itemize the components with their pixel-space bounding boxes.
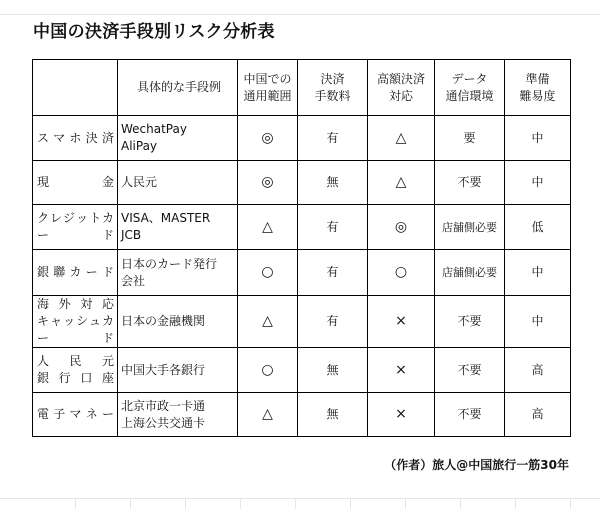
table-row (33, 250, 571, 296)
background-tick (570, 498, 571, 509)
row-payment-type: クレジットカード (33, 205, 118, 250)
header-method: 具体的な手段例 (118, 60, 238, 116)
row-scope: △ (238, 205, 298, 250)
row-method-example: 北京市政一卡通 上海公共交通卡 (118, 393, 238, 437)
background-tick (460, 498, 461, 509)
row-fee: 無 (298, 348, 368, 393)
row-scope: ○ (238, 348, 298, 393)
row-method-example: WechatPay AliPay (118, 116, 238, 161)
header-high-value: 高額決済 対応 (368, 60, 435, 116)
row-data-requirement: 不要 (435, 161, 505, 205)
row-method-example: 日本の金融機関 (118, 296, 238, 348)
row-fee: 無 (298, 393, 368, 437)
row-payment-type: スマホ決済 (33, 116, 118, 161)
row-data-requirement: 店舗側必要 (435, 250, 505, 296)
background-tick (295, 498, 296, 509)
table-header-row (33, 60, 571, 116)
background-line-top (0, 14, 600, 15)
row-scope: ○ (238, 250, 298, 296)
header-fee: 決済 手数料 (298, 60, 368, 116)
row-difficulty: 高 (505, 393, 571, 437)
row-difficulty: 中 (505, 296, 571, 348)
header-data: データ 通信環境 (435, 60, 505, 116)
row-scope: ◎ (238, 161, 298, 205)
table-row (33, 161, 571, 205)
background-tick (350, 498, 351, 509)
table-row (33, 393, 571, 437)
row-method-example: 日本のカード発行 会社 (118, 250, 238, 296)
background-tick (130, 498, 131, 509)
row-difficulty: 中 (505, 161, 571, 205)
row-high-value: △ (368, 161, 435, 205)
row-fee: 有 (298, 116, 368, 161)
row-high-value: △ (368, 116, 435, 161)
table-row (33, 116, 571, 161)
row-difficulty: 低 (505, 205, 571, 250)
row-payment-type: 現 金 (33, 161, 118, 205)
row-data-requirement: 不要 (435, 348, 505, 393)
row-scope: ◎ (238, 116, 298, 161)
row-high-value: × (368, 296, 435, 348)
risk-analysis-table (32, 59, 571, 437)
row-high-value: × (368, 348, 435, 393)
row-fee: 有 (298, 296, 368, 348)
background-tick (185, 498, 186, 509)
author-credit: （作者）旅人@中国旅行一筋30年 (384, 458, 569, 472)
background-tick (240, 498, 241, 509)
row-high-value: × (368, 393, 435, 437)
table-row (33, 348, 571, 393)
row-payment-type: 人民元 銀行口座 (33, 348, 118, 393)
background-tick (405, 498, 406, 509)
row-fee: 有 (298, 205, 368, 250)
header-difficulty: 準備 難易度 (505, 60, 571, 116)
row-payment-type: 電子マネー (33, 393, 118, 437)
row-scope: △ (238, 393, 298, 437)
row-difficulty: 中 (505, 116, 571, 161)
table-row (33, 296, 571, 348)
row-fee: 有 (298, 250, 368, 296)
row-high-value: ○ (368, 250, 435, 296)
background-line-bottom (0, 498, 600, 499)
row-data-requirement: 不要 (435, 393, 505, 437)
table-row (33, 205, 571, 250)
row-payment-type: 海外対応 キャッシュカード (33, 296, 118, 348)
row-payment-type: 銀聯カード (33, 250, 118, 296)
row-method-example: VISA、MASTER JCB (118, 205, 238, 250)
header-corner (33, 60, 118, 116)
row-data-requirement: 不要 (435, 296, 505, 348)
background-tick (515, 498, 516, 509)
page-title: 中国の決済手段別リスク分析表 (33, 22, 275, 42)
row-difficulty: 中 (505, 250, 571, 296)
row-data-requirement: 要 (435, 116, 505, 161)
row-method-example: 中国大手各銀行 (118, 348, 238, 393)
row-difficulty: 高 (505, 348, 571, 393)
row-fee: 無 (298, 161, 368, 205)
row-method-example: 人民元 (118, 161, 238, 205)
row-data-requirement: 店舗側必要 (435, 205, 505, 250)
background-tick (75, 498, 76, 509)
row-high-value: ◎ (368, 205, 435, 250)
row-scope: △ (238, 296, 298, 348)
header-scope: 中国での 通用範囲 (238, 60, 298, 116)
